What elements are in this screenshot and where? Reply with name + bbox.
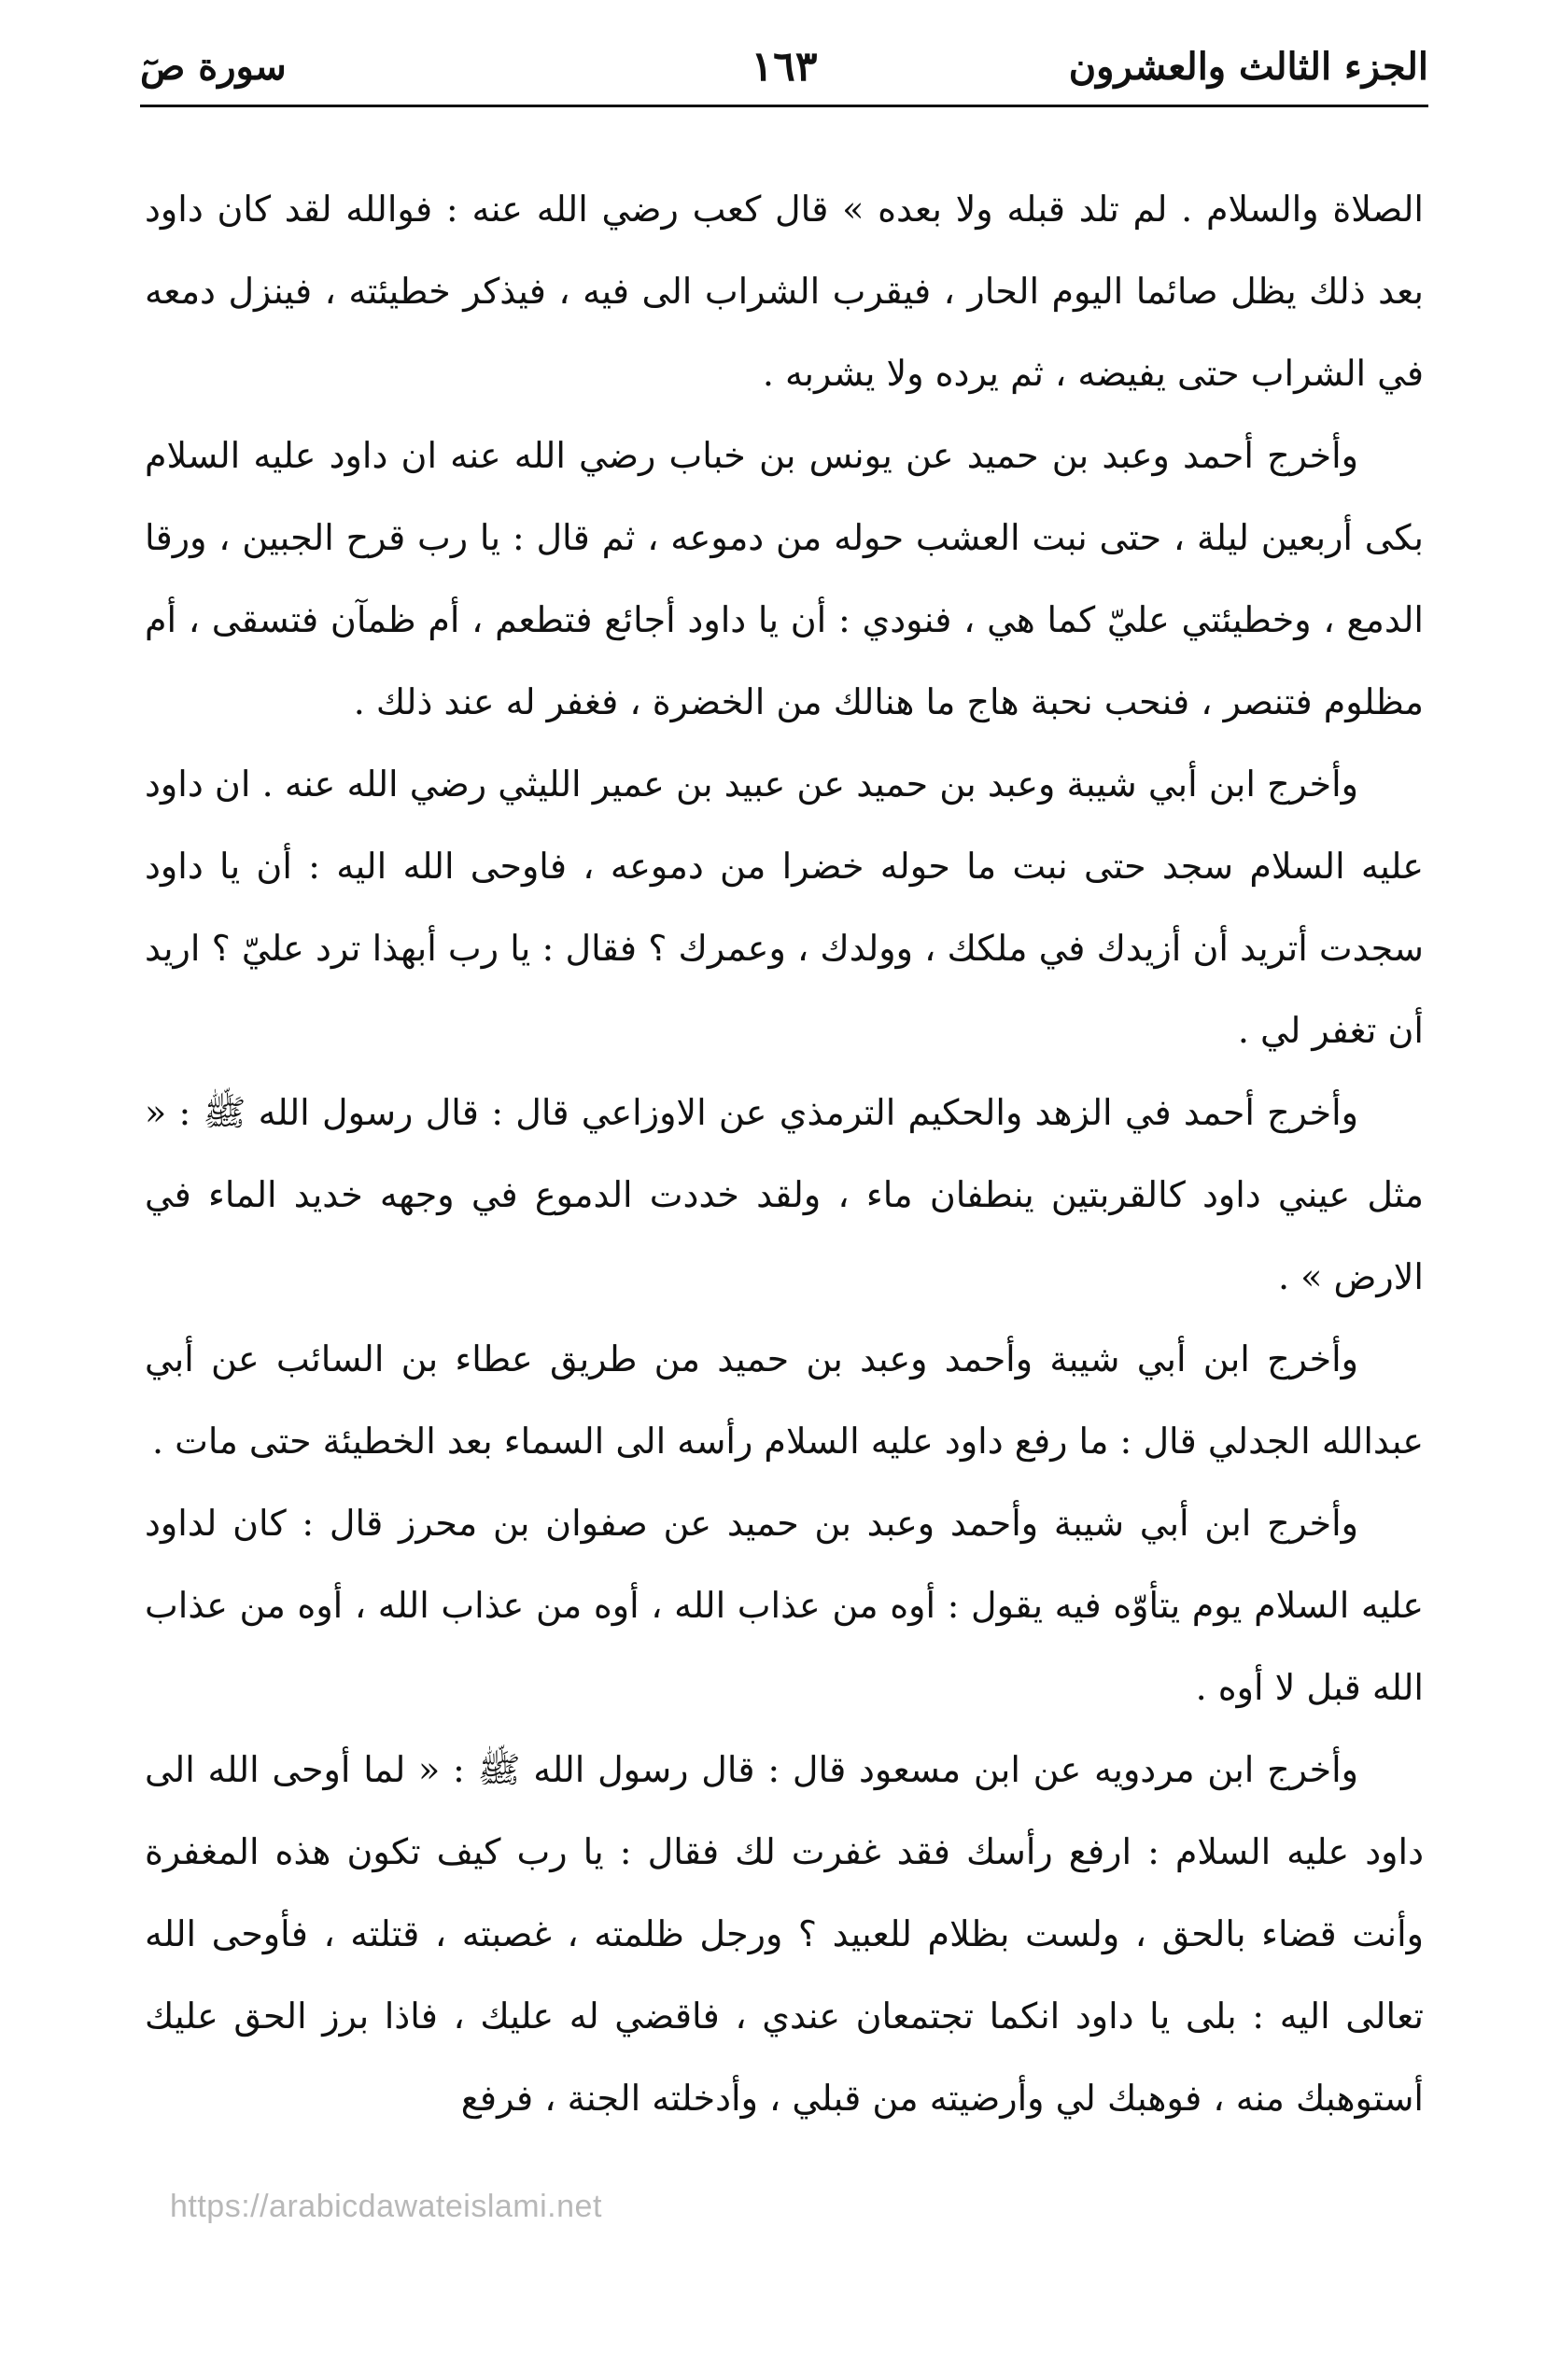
page-body: [145, 168, 1424, 2139]
paragraph: وأخرج ابن أبي شيبة وعبد بن حميد عن عبيد بن عمير الليثي رضي الله عنه . ان داود عليه السلام سجد حتى نبت ما حوله خضرا من دموعه ، فاوحى الله اليه : أن يا داود سجدت أتريد أن أزيدك في ملكك ، وولدك ، وعمرك ؟ فقال : يا رب أبهذا ترد عليّ ؟ اريد أن تغفر لي .: [145, 763, 1424, 1051]
page-number: ١٦٣: [751, 43, 818, 91]
paragraph: وأخرج ابن أبي شيبة وأحمد وعبد بن حميد عن صفوان بن محرز قال : كان لداود عليه السلام يوم يتأوّه فيه يقول : أوه من عذاب الله ، أوه من عذاب الله ، أوه من عذاب الله قبل لا أوه .: [145, 1503, 1424, 1708]
surah-title: سورة صٓ: [140, 45, 287, 89]
part-title: الجزء الثالث والعشرون: [1068, 45, 1428, 89]
paragraph: وأخرج ابن مردويه عن ابن مسعود قال : قال رسول الله ﷺ : « لما أوحى الله الى داود عليه السلام : ارفع رأسك فقد غفرت لك فقال : يا رب كيف تكون هذه المغفرة وأنت قضاء بالحق ، ولست بظلام للعبيد ؟ ورجل ظلمته ، غصبته ، قتلته ، فأوحى الله تعالى اليه : بلى يا داود انكما تجتمعان عندي ، فاقضي له عليك ، فاذا برز الحق عليك أستوهبك منه ، فوهبك لي وأرضيته من قبلي ، وأدخلته الجنة ، فرفع: [145, 1749, 1424, 2119]
watermark-url: https://arabicdawateislami.net: [170, 2189, 602, 2224]
paragraph: وأخرج أحمد في الزهد والحكيم الترمذي عن الاوزاعي قال : قال رسول الله ﷺ : « مثل عيني داود كالقربتين ينطفان ماء ، ولقد خددت الدموع في وجهه خديد الماء في الارض » .: [145, 1092, 1424, 1297]
paragraph: وأخرج ابن أبي شيبة وأحمد وعبد بن حميد من طريق عطاء بن السائب عن أبي عبدالله الجدلي قال : ما رفع داود عليه السلام رأسه الى السماء بعد الخطيئة حتى مات .: [145, 1338, 1424, 1462]
paragraph: وأخرج أحمد وعبد بن حميد عن يونس بن خباب رضي الله عنه ان داود عليه السلام بكى أربعين ليلة ، حتى نبت العشب حوله من دموعه ، ثم قال : يا رب قرح الجبين ، ورقا الدمع ، وخطيئتي عليّ كما هي ، فنودي : أن يا داود أجائع فتطعم ، أم ظمآن فتسقى ، أم مظلوم فتنصر ، فنحب نحبة هاج ما هنالك من الخضرة ، فغفر له عند ذلك .: [145, 435, 1424, 722]
paragraph: الصلاة والسلام . لم تلد قبله ولا بعده » قال كعب رضي الله عنه : فوالله لقد كان داود بعد ذلك يظل صائما اليوم الحار ، فيقرب الشراب الى فيه ، فيذكر خطيئته ، فينزل دمعه في الشراب حتى يفيضه ، ثم يرده ولا يشربه .: [145, 189, 1424, 394]
page-header: [140, 35, 1428, 101]
header-divider: [140, 105, 1428, 107]
